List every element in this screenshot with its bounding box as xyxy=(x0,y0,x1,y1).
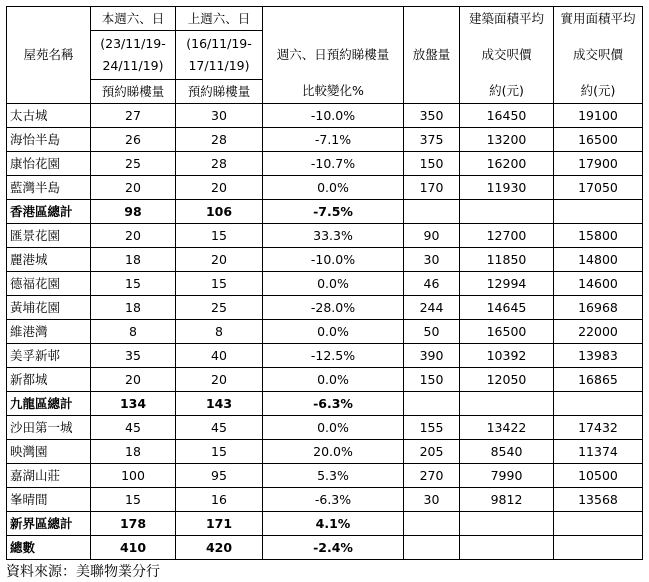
cell-saleable-price xyxy=(554,200,643,224)
cell-last-week: 15 xyxy=(176,272,263,296)
cell-saleable-price: 14800 xyxy=(554,248,643,272)
cell-gross-price: 16200 xyxy=(460,152,554,176)
cell-estate: 九龍區總計 xyxy=(7,392,91,416)
table-row xyxy=(7,152,643,176)
cell-last-week: 171 xyxy=(176,512,263,536)
viewings-table xyxy=(6,6,643,560)
cell-change: -2.4% xyxy=(263,536,404,560)
cell-listings: 30 xyxy=(404,248,460,272)
cell-this-week: 15 xyxy=(91,272,176,296)
cell-saleable-price: 16968 xyxy=(554,296,643,320)
cell-gross-price: 11850 xyxy=(460,248,554,272)
cell-this-week: 45 xyxy=(91,416,176,440)
cell-saleable-price: 16500 xyxy=(554,128,643,152)
cell-this-week: 98 xyxy=(91,200,176,224)
header-listings-top xyxy=(404,7,460,31)
cell-gross-price xyxy=(460,392,554,416)
cell-estate: 香港區總計 xyxy=(7,200,91,224)
cell-change: -10.0% xyxy=(263,248,404,272)
cell-change: 0.0% xyxy=(263,320,404,344)
cell-change: -7.5% xyxy=(263,200,404,224)
table-row-subtotal xyxy=(7,536,643,560)
table-row xyxy=(7,104,643,128)
cell-saleable-price xyxy=(554,392,643,416)
cell-last-week: 95 xyxy=(176,464,263,488)
cell-this-week: 20 xyxy=(91,224,176,248)
cell-saleable-price: 16865 xyxy=(554,368,643,392)
cell-change: -10.0% xyxy=(263,104,404,128)
header-gross-title: 建築面積平均 xyxy=(460,7,554,31)
cell-change: 0.0% xyxy=(263,176,404,200)
cell-estate: 新都城 xyxy=(7,368,91,392)
cell-estate: 維港灣 xyxy=(7,320,91,344)
cell-gross-price: 11930 xyxy=(460,176,554,200)
cell-gross-price: 16500 xyxy=(460,320,554,344)
header-last-week-viewings: 預約睇樓量 xyxy=(176,80,263,104)
cell-gross-price: 12994 xyxy=(460,272,554,296)
cell-this-week: 20 xyxy=(91,176,176,200)
cell-gross-price: 13200 xyxy=(460,128,554,152)
header-this-week-dates xyxy=(91,31,176,80)
cell-change: -10.7% xyxy=(263,152,404,176)
cell-listings: 244 xyxy=(404,296,460,320)
header-last-week: 上週六、日 xyxy=(176,7,263,31)
cell-saleable-price: 15800 xyxy=(554,224,643,248)
cell-change: 20.0% xyxy=(263,440,404,464)
table-row xyxy=(7,464,643,488)
header-saleable-title: 實用面積平均 xyxy=(554,7,643,31)
table-row-subtotal xyxy=(7,200,643,224)
cell-estate: 海怡半島 xyxy=(7,128,91,152)
cell-gross-price: 7990 xyxy=(460,464,554,488)
cell-listings xyxy=(404,392,460,416)
cell-last-week: 143 xyxy=(176,392,263,416)
cell-last-week: 20 xyxy=(176,176,263,200)
table-row xyxy=(7,128,643,152)
cell-last-week: 28 xyxy=(176,152,263,176)
cell-estate: 峯晴間 xyxy=(7,488,91,512)
cell-listings xyxy=(404,536,460,560)
cell-this-week: 27 xyxy=(91,104,176,128)
cell-listings: 90 xyxy=(404,224,460,248)
cell-estate: 康怡花園 xyxy=(7,152,91,176)
table-row xyxy=(7,488,643,512)
cell-saleable-price: 13568 xyxy=(554,488,643,512)
header-this-week-viewings: 預約睇樓量 xyxy=(91,80,176,104)
cell-estate: 新界區總計 xyxy=(7,512,91,536)
cell-saleable-price: 22000 xyxy=(554,320,643,344)
cell-listings xyxy=(404,200,460,224)
cell-last-week: 25 xyxy=(176,296,263,320)
header-change: 週六、日預約睇樓量 xyxy=(263,31,404,80)
cell-change: -12.5% xyxy=(263,344,404,368)
cell-estate: 太古城 xyxy=(7,104,91,128)
cell-this-week: 178 xyxy=(91,512,176,536)
cell-listings: 50 xyxy=(404,320,460,344)
cell-this-week: 18 xyxy=(91,248,176,272)
last-week-date-end: 17/11/19) xyxy=(188,58,250,73)
header-change-sub: 比較變化% xyxy=(263,80,404,104)
cell-this-week: 18 xyxy=(91,296,176,320)
cell-saleable-price: 14600 xyxy=(554,272,643,296)
cell-saleable-price: 13983 xyxy=(554,344,643,368)
cell-this-week: 410 xyxy=(91,536,176,560)
cell-saleable-price: 19100 xyxy=(554,104,643,128)
this-week-date-start: (23/11/19- xyxy=(100,36,166,51)
cell-last-week: 40 xyxy=(176,344,263,368)
table-row xyxy=(7,176,643,200)
table-row xyxy=(7,368,643,392)
cell-listings: 390 xyxy=(404,344,460,368)
table-row xyxy=(7,320,643,344)
cell-estate: 藍灣半島 xyxy=(7,176,91,200)
header-listings-bottom xyxy=(404,80,460,104)
cell-listings xyxy=(404,512,460,536)
cell-gross-price xyxy=(460,536,554,560)
cell-this-week: 20 xyxy=(91,368,176,392)
table-row xyxy=(7,344,643,368)
cell-listings: 30 xyxy=(404,488,460,512)
cell-gross-price: 8540 xyxy=(460,440,554,464)
cell-last-week: 106 xyxy=(176,200,263,224)
cell-estate: 德福花園 xyxy=(7,272,91,296)
table-row xyxy=(7,296,643,320)
cell-last-week: 16 xyxy=(176,488,263,512)
cell-saleable-price xyxy=(554,536,643,560)
cell-gross-price: 13422 xyxy=(460,416,554,440)
cell-listings: 150 xyxy=(404,368,460,392)
cell-estate: 映灣園 xyxy=(7,440,91,464)
cell-this-week: 100 xyxy=(91,464,176,488)
cell-last-week: 8 xyxy=(176,320,263,344)
header-gross-unit: 約(元) xyxy=(460,80,554,104)
header-last-week-dates xyxy=(176,31,263,80)
cell-estate: 嘉湖山莊 xyxy=(7,464,91,488)
cell-listings: 375 xyxy=(404,128,460,152)
header-gross-sub: 成交呎價 xyxy=(460,31,554,80)
cell-change: -7.1% xyxy=(263,128,404,152)
cell-last-week: 420 xyxy=(176,536,263,560)
table-row xyxy=(7,440,643,464)
cell-gross-price xyxy=(460,200,554,224)
header-listings: 放盤量 xyxy=(404,31,460,80)
cell-saleable-price: 11374 xyxy=(554,440,643,464)
cell-estate: 沙田第一城 xyxy=(7,416,91,440)
cell-last-week: 15 xyxy=(176,224,263,248)
cell-listings: 270 xyxy=(404,464,460,488)
cell-last-week: 30 xyxy=(176,104,263,128)
cell-gross-price: 12700 xyxy=(460,224,554,248)
cell-listings: 205 xyxy=(404,440,460,464)
cell-listings: 155 xyxy=(404,416,460,440)
cell-saleable-price: 17900 xyxy=(554,152,643,176)
table-row xyxy=(7,224,643,248)
table-row xyxy=(7,248,643,272)
cell-change: 4.1% xyxy=(263,512,404,536)
cell-change: 0.0% xyxy=(263,272,404,296)
header-change-top xyxy=(263,7,404,31)
cell-change: 33.3% xyxy=(263,224,404,248)
cell-estate: 匯景花園 xyxy=(7,224,91,248)
cell-this-week: 8 xyxy=(91,320,176,344)
table-row-subtotal xyxy=(7,512,643,536)
cell-listings: 150 xyxy=(404,152,460,176)
cell-estate: 黃埔花園 xyxy=(7,296,91,320)
cell-saleable-price xyxy=(554,512,643,536)
cell-this-week: 35 xyxy=(91,344,176,368)
header-saleable-unit: 約(元) xyxy=(554,80,643,104)
cell-this-week: 15 xyxy=(91,488,176,512)
cell-last-week: 28 xyxy=(176,128,263,152)
cell-this-week: 26 xyxy=(91,128,176,152)
cell-change: -6.3% xyxy=(263,392,404,416)
this-week-date-end: 24/11/19) xyxy=(102,58,164,73)
cell-saleable-price: 17432 xyxy=(554,416,643,440)
cell-saleable-price: 17050 xyxy=(554,176,643,200)
cell-gross-price: 14645 xyxy=(460,296,554,320)
header-this-week: 本週六、日 xyxy=(91,7,176,31)
header-estate: 屋苑名稱 xyxy=(7,7,91,104)
cell-estate: 總數 xyxy=(7,536,91,560)
cell-change: 0.0% xyxy=(263,416,404,440)
cell-saleable-price: 10500 xyxy=(554,464,643,488)
cell-estate: 麗港城 xyxy=(7,248,91,272)
cell-gross-price xyxy=(460,512,554,536)
last-week-date-start: (16/11/19- xyxy=(186,36,252,51)
cell-gross-price: 16450 xyxy=(460,104,554,128)
cell-gross-price: 10392 xyxy=(460,344,554,368)
cell-last-week: 20 xyxy=(176,248,263,272)
cell-change: -28.0% xyxy=(263,296,404,320)
cell-estate: 美孚新邨 xyxy=(7,344,91,368)
cell-last-week: 45 xyxy=(176,416,263,440)
source-note: 資料來源：美聯物業分行 xyxy=(6,564,160,580)
cell-last-week: 15 xyxy=(176,440,263,464)
cell-listings: 350 xyxy=(404,104,460,128)
cell-listings: 170 xyxy=(404,176,460,200)
cell-gross-price: 9812 xyxy=(460,488,554,512)
cell-gross-price: 12050 xyxy=(460,368,554,392)
cell-listings: 46 xyxy=(404,272,460,296)
table-row-subtotal xyxy=(7,392,643,416)
cell-this-week: 134 xyxy=(91,392,176,416)
cell-this-week: 18 xyxy=(91,440,176,464)
cell-change: 5.3% xyxy=(263,464,404,488)
cell-change: -6.3% xyxy=(263,488,404,512)
cell-last-week: 20 xyxy=(176,368,263,392)
cell-change: 0.0% xyxy=(263,368,404,392)
table-row xyxy=(7,416,643,440)
header-saleable-sub: 成交呎價 xyxy=(554,31,643,80)
cell-this-week: 25 xyxy=(91,152,176,176)
table-row xyxy=(7,272,643,296)
